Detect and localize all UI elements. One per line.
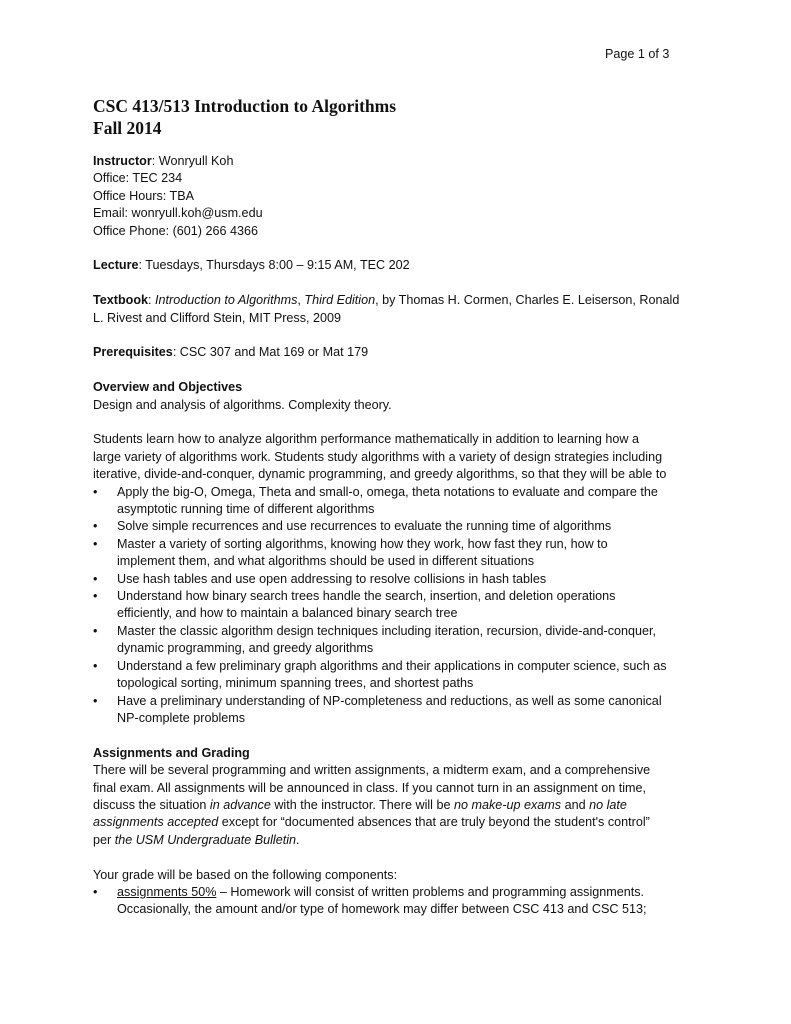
overview-intro: Design and analysis of algorithms. Complexity theory.: [93, 397, 392, 412]
list-item-line: Understand a few preliminary graph algorithms and their applications in computer science, such as: [117, 658, 667, 673]
text-span: with the instructor. There will be: [270, 797, 454, 812]
prerequisites-label: Prerequisites: [93, 345, 173, 360]
syllabus-body: [93, 153, 713, 919]
grade-components-list: [93, 884, 713, 919]
bullet-icon: •: [93, 884, 98, 899]
textbook-line-2: L. Rivest and Clifford Stein, MIT Press, 2009: [93, 310, 342, 325]
overview-paragraph-line: iterative, divide-and-conquer, dynamic programming, and greedy algorithms, so that they will be able to: [93, 467, 667, 482]
page-number: Page 1 of 3: [605, 47, 670, 61]
objectives-list: [93, 484, 713, 728]
assignments-heading: Assignments and Grading: [93, 745, 250, 760]
email: Email: wonryull.koh@usm.edu: [93, 206, 263, 221]
textbook-authors: , by Thomas H. Cormen, Charles E. Leiserson, Ronald: [375, 293, 680, 308]
prerequisites-text: : CSC 307 and Mat 169 or Mat 179: [172, 345, 369, 360]
list-item-line: implement them, and what algorithms should be used in different situations: [117, 554, 534, 569]
list-item: [93, 571, 713, 588]
assignments-line: [93, 832, 713, 849]
assignments-line: There will be several programming and written assignments, a midterm exam, and a comprehensive: [93, 763, 651, 778]
bullet-icon: •: [93, 658, 98, 673]
bullet-icon: •: [93, 571, 98, 586]
textbook-line: [93, 292, 713, 309]
list-item-line: Master the classic algorithm design techniques including iteration, recursion, divide-and-conquer,: [117, 623, 657, 638]
textbook-label: Textbook: [93, 293, 149, 308]
list-item-line: Use hash tables and use open addressing to resolve collisions in hash tables: [117, 571, 547, 586]
office: Office: TEC 234: [93, 171, 183, 186]
list-item-line: Occasionally, the amount and/or type of homework may differ between CSC 413 and CSC 513;: [117, 902, 647, 917]
assignments-line: [93, 814, 713, 831]
bullet-icon: •: [93, 519, 98, 534]
bullet-icon: •: [93, 589, 98, 604]
overview-paragraph-line: large variety of algorithms work. Students study algorithms with a variety of design strategies including: [93, 449, 663, 464]
lecture-label: Lecture: [93, 258, 139, 273]
text-span: .: [296, 832, 300, 847]
text-span: discuss the situation: [93, 797, 210, 812]
course-term: Fall 2014: [93, 118, 162, 138]
emphasis-in-advance: in advance: [209, 797, 271, 812]
instructor-line: [93, 153, 713, 170]
emphasis-bulletin: the USM Undergraduate Bulletin: [114, 832, 297, 847]
list-item-line: Have a preliminary understanding of NP-completeness and reductions, as well as some canonical: [117, 693, 662, 708]
instructor-label: Instructor: [93, 154, 152, 168]
list-item-line: topological sorting, minimum spanning trees, and shortest paths: [117, 676, 474, 691]
grade-component-text: – Homework will consist of written problems and programming assignments.: [216, 884, 645, 899]
text-span: per: [93, 832, 115, 847]
list-item-line: efficiently, and how to maintain a balanced binary search tree: [117, 606, 458, 621]
textbook-title: Introduction to Algorithms: [155, 293, 298, 308]
list-item-line: Apply the big-O, Omega, Theta and small-o, omega, theta notations to evaluate and compare the: [117, 484, 658, 499]
emphasis-no-makeup: no make-up exams: [453, 797, 562, 812]
assignments-line: final exam. All assignments will be announced in class. If you cannot turn in an assignment on time,: [93, 780, 647, 795]
list-item: [93, 588, 713, 623]
grade-intro: Your grade will be based on the following components:: [93, 867, 398, 882]
list-item-line: Master a variety of sorting algorithms, knowing how they work, how fast they run, how to: [117, 536, 608, 551]
list-item: [93, 623, 713, 658]
grade-component-name: assignments 50%: [117, 884, 217, 899]
list-item: [93, 884, 713, 919]
textbook-sep: ,: [297, 293, 305, 308]
overview-paragraph-line: Students learn how to analyze algorithm performance mathematically in addition to learning how a: [93, 432, 640, 447]
bullet-icon: •: [93, 693, 98, 708]
list-item: [93, 693, 713, 728]
list-item-line: Solve simple recurrences and use recurrences to evaluate the running time of algorithms: [117, 519, 612, 534]
overview-heading: Overview and Objectives: [93, 380, 243, 395]
prerequisites-line: [93, 344, 713, 361]
assignments-line: [93, 797, 713, 814]
list-item-line: NP-complete problems: [117, 710, 246, 725]
bullet-icon: •: [93, 623, 98, 638]
list-item-line: dynamic programming, and greedy algorithms: [117, 641, 374, 656]
emphasis-no-late: no late: [589, 797, 627, 812]
lecture-line: [93, 257, 713, 274]
office-phone: Office Phone: (601) 266 4366: [93, 223, 259, 238]
bullet-icon: •: [93, 536, 98, 551]
instructor-name: : Wonryull Koh: [151, 154, 234, 168]
text-span: and: [561, 797, 590, 812]
list-item: [93, 536, 713, 571]
textbook-colon: :: [148, 293, 156, 308]
bullet-icon: •: [93, 484, 98, 499]
list-item: [93, 658, 713, 693]
course-title: [93, 95, 396, 139]
office-hours: Office Hours: TBA: [93, 188, 195, 203]
textbook-edition: Third Edition: [304, 293, 376, 308]
emphasis-assignments-accepted: assignments accepted: [93, 815, 219, 830]
list-item-line: asymptotic running time of different algorithms: [117, 502, 375, 517]
list-item-line: Understand how binary search trees handle the search, insertion, and deletion operations: [117, 589, 616, 604]
course-title-line: CSC 413/513 Introduction to Algorithms: [93, 96, 397, 116]
list-item: [93, 518, 713, 535]
list-item: [93, 484, 713, 519]
lecture-text: : Tuesdays, Thursdays 8:00 – 9:15 AM, TEC 202: [138, 258, 410, 273]
list-item-line: [117, 884, 713, 901]
text-span: except for “documented absences that are truly beyond the student's control”: [218, 815, 650, 830]
